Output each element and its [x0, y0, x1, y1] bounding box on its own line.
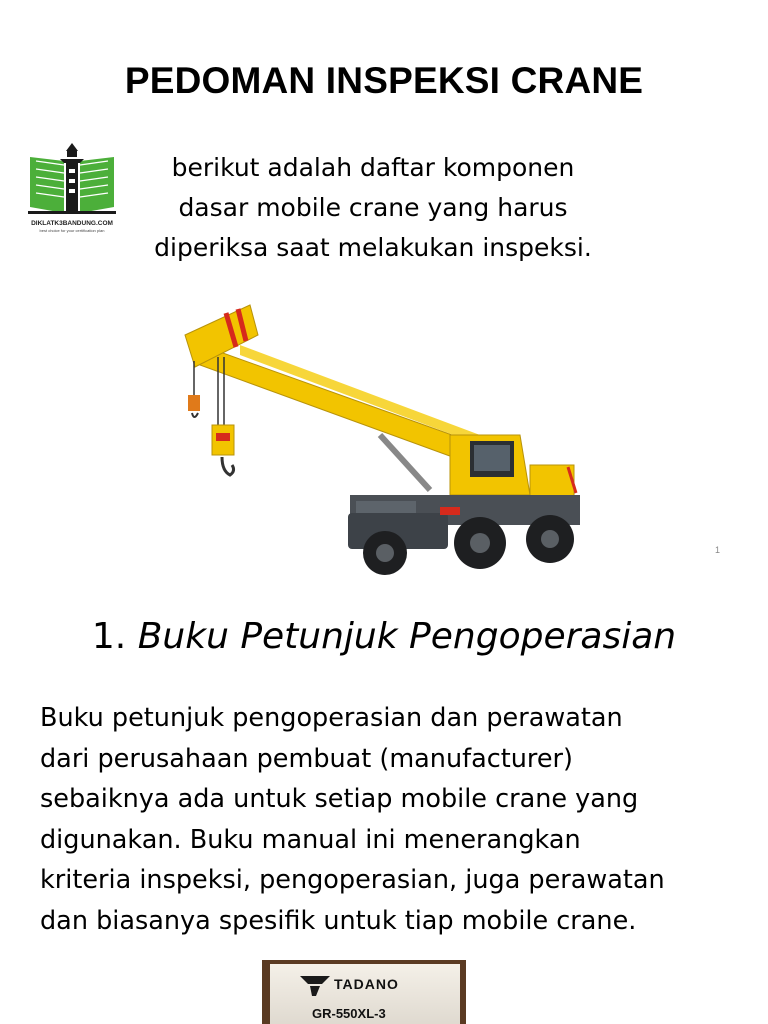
- body-line: dan biasanya spesifik untuk tiap mobile crane.: [40, 905, 637, 936]
- slide-title: PEDOMAN INSPEKSI CRANE: [124, 60, 644, 101]
- intro-line: berikut adalah daftar komponen: [171, 153, 575, 182]
- diklat-logo: [28, 143, 116, 235]
- section-heading: [0, 616, 768, 657]
- intro-line: dasar mobile crane yang harus: [178, 193, 568, 222]
- body-line: dari perusahaan pembuat (manufacturer): [40, 743, 573, 774]
- book-tower-icon: [28, 143, 116, 219]
- mobile-crane-image: [180, 295, 590, 580]
- body-line: Buku petunjuk pengoperasian dan perawatan: [40, 703, 623, 733]
- page-number: 1: [715, 545, 721, 555]
- model-name: GR-550XL-3: [312, 1006, 386, 1021]
- body-line: kriteria inspeksi, pengoperasian, juga perawatan: [40, 865, 665, 895]
- body-line: sebaiknya ada untuk setiap mobile crane yang: [40, 784, 639, 814]
- slide-2: [0, 590, 768, 1024]
- brand-name: TADANO: [334, 976, 399, 992]
- body-paragraph: [40, 698, 740, 941]
- heading-number: 1.: [91, 616, 127, 657]
- logo-tagline: best choice for your certification plan: [39, 228, 105, 233]
- logo-site-text: DIKLATK3BANDUNG.COM: [31, 220, 113, 227]
- intro-paragraph: [128, 148, 618, 268]
- heading-text: Buku Petunjuk Pengoperasian: [137, 616, 677, 657]
- tadano-logo-icon: [300, 974, 330, 996]
- intro-line: diperiksa saat melakukan inspeksi.: [154, 233, 592, 262]
- manual-cover-photo: [262, 960, 466, 1024]
- body-line: digunakan. Buku manual ini menerangkan: [40, 824, 581, 855]
- manual-cover: [270, 964, 460, 1024]
